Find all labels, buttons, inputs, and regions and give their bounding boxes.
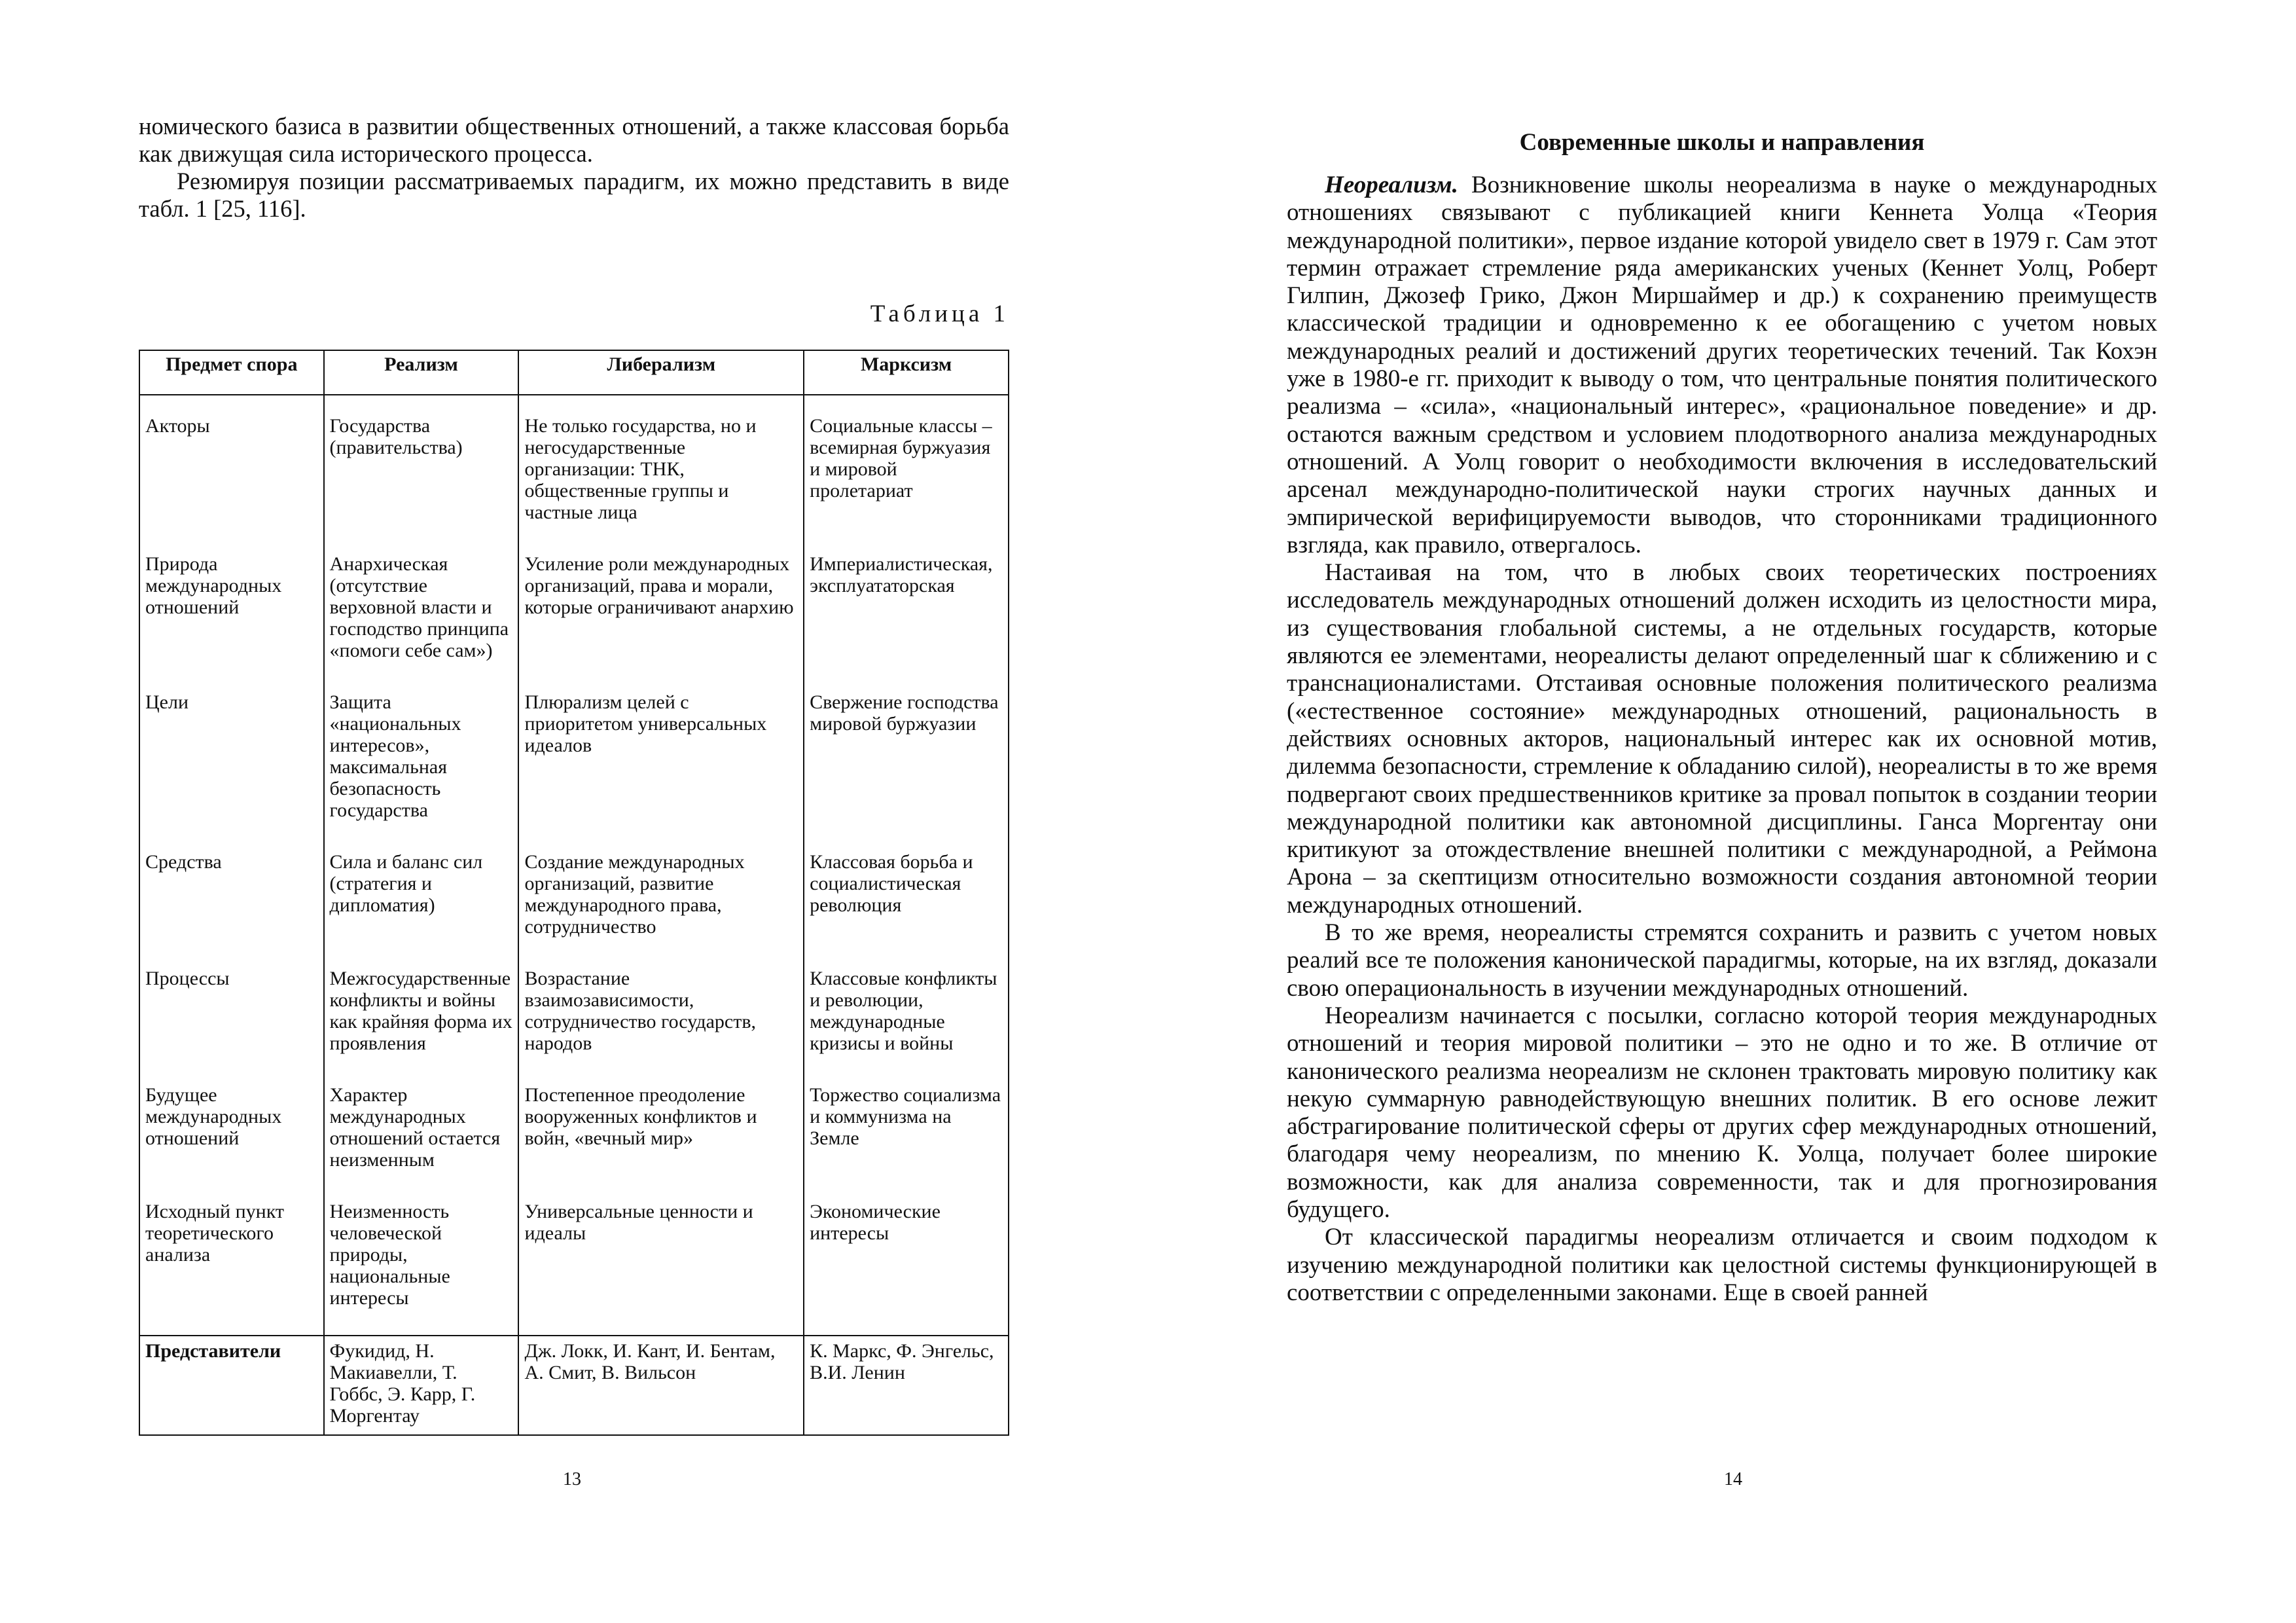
row-marxism: Торжество социализма и коммунизма на Земле xyxy=(804,1080,1009,1197)
header-realism: Реализм xyxy=(324,350,519,395)
header-marxism: Марксизм xyxy=(804,350,1009,395)
row-realism: Межгосударственные конфликты и войны как крайняя форма их проявления xyxy=(324,964,519,1080)
section-title: Современные школы и направления xyxy=(1519,129,1925,156)
row-topic: Средства xyxy=(139,847,324,964)
row-realism: Анархическая (отсутствие верховной власти и господство принципа «помоги себе сам») xyxy=(324,549,519,687)
table-row xyxy=(139,964,1009,1080)
row-realism: Характер международных отношений остается неизменным xyxy=(324,1080,519,1197)
row-liberalism: Не только государства, но и негосударственные организации: ТНК, общественные группы и частные лица xyxy=(518,411,804,549)
right-body-text xyxy=(1287,172,2157,1307)
row-liberalism: Возрастание взаимозависимости, сотрудничество государств, народов xyxy=(518,964,804,1080)
representatives-marxism: К. Маркс, Ф. Энгельс, В.И. Ленин xyxy=(804,1336,1009,1435)
row-liberalism: Постепенное преодоление вооруженных конфликтов и войн, «вечный мир» xyxy=(518,1080,804,1197)
row-topic: Цели xyxy=(139,687,324,847)
page-number-left: 13 xyxy=(563,1469,581,1489)
row-marxism: Классовая борьба и социалистическая революция xyxy=(804,847,1009,964)
row-topic: Исходный пункт теоретического анализа xyxy=(139,1197,324,1336)
page-number-right: 14 xyxy=(1724,1469,1742,1489)
right-paragraph-1-text: Возникновение школы неореализма в науке о международных отношениях связывают с публикацией книги Кеннета Уолца «Теория международной политики», первое издание которой увидело свет в 1979 г. Сам этот термин отражает стремление ряда американских ученых (Кеннет Уолц, Роберт Гилпин, Джозеф Грико, Джон Миршаймер и др.) к сохранению преимуществ классической традиции и одновременно к ее обогащению с учетом новых международных реалий и достижений других теоретических течений. Так Кохэн уже в 1980-е гг. приходит к выводу о том, что центральные понятия политического реализма – «сила», «национальный интерес», «рациональное поведение» и др. остаются важным средством и условием плодотворного анализа международных отношений. А Уолц говорит о необходимости включения в исследовательский арсенал международно-политической науки строгих научных данных и эмпирической верифицируемости выводов, что сторонниками традиционного взгляда, как правило, отвергалось. xyxy=(1287,172,2157,558)
row-marxism: Свержение господства мировой буржуазии xyxy=(804,687,1009,847)
header-liberalism: Либерализм xyxy=(518,350,804,395)
table-row xyxy=(139,847,1009,964)
left-paragraph-1: номического базиса в развитии общественных отношений, а также классовая борьба как движущая сила исторического процесса. xyxy=(139,113,1009,167)
row-realism: Государства (правительства) xyxy=(324,411,519,549)
row-realism: Сила и баланс сил (стратегия и дипломатия) xyxy=(324,847,519,964)
row-liberalism: Усиление роли международных организаций, права и морали, которые ограничивают анархию xyxy=(518,549,804,687)
table-row xyxy=(139,1080,1009,1197)
row-topic: Акторы xyxy=(139,411,324,549)
row-liberalism: Создание международных организаций, развитие международного права, сотрудничество xyxy=(518,847,804,964)
table-row xyxy=(139,687,1009,847)
table-header-row xyxy=(139,350,1009,395)
row-marxism: Экономические интересы xyxy=(804,1197,1009,1336)
table-row xyxy=(139,549,1009,687)
row-marxism: Классовые конфликты и революции, международные кризисы и войны xyxy=(804,964,1009,1080)
right-paragraph-2: Настаивая на том, что в любых своих теоретических построениях исследователь международных отношений должен исходить из целостности мира, из существования глобальной системы, а не отдельных государств, которые являются ее элементами, неореалисты делают определенный шаг к сближению и с транснационалистами. Отстаивая основные положения политического реализма («естественное состояние» международных отношений, рациональность в действиях основных акторов, национальный интерес как их основной мотив, дилемма безопасности, стремление к обладанию силой), неореалисты в то же время подвергают своих предшественников критике за провал попыток в создании теории международной политики как автономной дисциплины. Ганса Моргентау они критикуют за отождествление внешней политики с международной, а Реймона Арона – за скептицизм относительно возможности создания автономной теории международных отношений. xyxy=(1287,559,2157,919)
right-paragraph-1 xyxy=(1287,172,2157,559)
row-marxism: Империалистическая, эксплуататорская xyxy=(804,549,1009,687)
lead-term: Неореализм. xyxy=(1325,172,1458,198)
left-body-text xyxy=(139,113,1009,223)
row-marxism: Социальные классы – всемирная буржуазия и мировой пролетариат xyxy=(804,411,1009,549)
row-topic: Природа международных отношений xyxy=(139,549,324,687)
row-liberalism: Плюрализм целей с приоритетом универсальных идеалов xyxy=(518,687,804,847)
comparison-table xyxy=(139,350,1009,1436)
table-spacer xyxy=(139,395,1009,411)
left-paragraph-2: Резюмируя позиции рассматриваемых парадигм, их можно представить в виде табл. 1 [25, 116]. xyxy=(139,168,1009,222)
row-realism: Защита «национальных интересов», максимальная безопасность государства xyxy=(324,687,519,847)
representatives-liberalism: Дж. Локк, И. Кант, И. Бентам, А. Смит, В. Вильсон xyxy=(518,1336,804,1435)
row-topic: Будущее международных отношений xyxy=(139,1080,324,1197)
representatives-row xyxy=(139,1336,1009,1435)
row-realism: Неизменность человеческой природы, национальные интересы xyxy=(324,1197,519,1336)
header-topic: Предмет спора xyxy=(139,350,324,395)
representatives-label: Представители xyxy=(139,1336,324,1435)
right-paragraph-4: Неореализм начинается с посылки, согласно которой теория международных отношений и теория мировой политики – это не одно и то же. В отличие от канонического реализма неореализм не склонен трактовать мировую политику как некую суммарную равнодействующую внешних политик. В его основе лежит абстрагирование политической сферы от других сфер международных отношений, благодаря чему неореализм, по мнению К. Уолца, получает более широкие возможности, как для анализа современности, так и для прогнозирования будущего. xyxy=(1287,1002,2157,1223)
representatives-realism: Фукидид, Н. Макиавелли, Т. Гоббс, Э. Карр, Г. Моргентау xyxy=(324,1336,519,1435)
table-caption: Таблица 1 xyxy=(870,301,1009,327)
right-paragraph-5: От классической парадигмы неореализм отличается и своим подходом к изучению международной политики как целостной системы функционирующей в соответствии с определенными законами. Еще в своей ранней xyxy=(1287,1224,2157,1306)
right-page xyxy=(1148,0,2296,1623)
table-row xyxy=(139,1197,1009,1336)
right-paragraph-3: В то же время, неореалисты стремятся сохранить и развить с учетом новых реалий все те положения канонической парадигмы, которые, на их взгляд, доказали свою операциональность в изучении международных отношений. xyxy=(1287,919,2157,1002)
row-topic: Процессы xyxy=(139,964,324,1080)
table-row xyxy=(139,411,1009,549)
row-liberalism: Универсальные ценности и идеалы xyxy=(518,1197,804,1336)
